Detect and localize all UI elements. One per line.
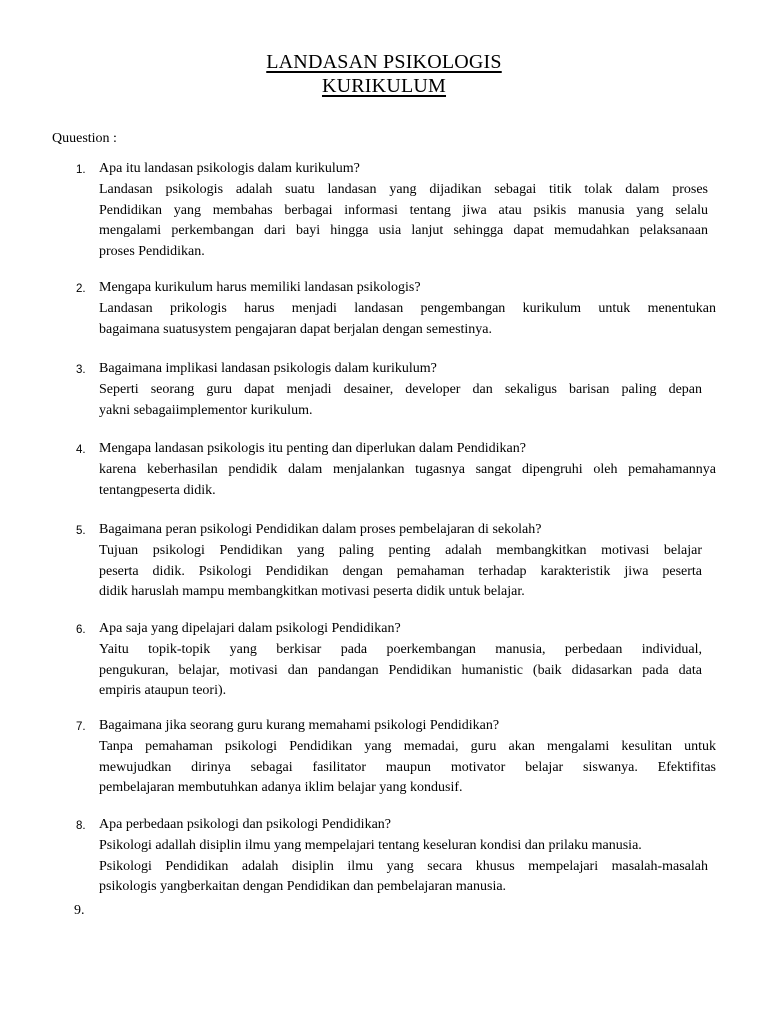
- question-text: Bagaimana peran psikologi Pendidikan dalam proses pembelajaran di sekolah?: [99, 522, 542, 537]
- answer-line: karena keberhasilan pendidik dalam menjalankan tugasnya sangat dipengruhi oleh pemahamannya: [99, 462, 716, 477]
- answer-line: psikologis yangberkaitan dengan Pendidikan dan pembelajaran manusia.: [99, 879, 507, 894]
- answer-line: Tanpa pemahaman psikologi Pendidikan yang memadai, guru akan mengalami kesulitan untuk: [99, 739, 716, 754]
- item-number: 7.: [76, 721, 86, 733]
- answer-text: [99, 737, 716, 799]
- answer-line: bagaimana suatusystem pengajaran dapat berjalan dengan semestinya.: [99, 321, 493, 337]
- answer-line: Landasan psikologis adalah suatu landasan yang dijadikan sebagai titik tolak dalam proses: [99, 182, 708, 197]
- answer-text: [99, 299, 716, 340]
- question-text: Bagaimana jika seorang guru kurang memahami psikologi Pendidikan?: [99, 718, 500, 733]
- answer-line: Landasan prikologis harus menjadi landasan pengembangan kurikulum untuk menentukan: [99, 301, 716, 316]
- answer-line: proses Pendidikan.: [99, 243, 205, 259]
- answer-line: mengalami perkembangan dari bayi hingga usia lanjut sehingga dapat memudahkan pelaksanaan: [99, 223, 708, 238]
- question-text: Mengapa kurikulum harus memiliki landasan psikologis?: [99, 280, 421, 295]
- answer-line: Psikologi adallah disiplin ilmu yang mempelajari tentang keseluran kondisi dan prilaku manusia.: [99, 838, 642, 853]
- question-section-label: Quuestion :: [52, 131, 117, 146]
- answer-text: [99, 460, 716, 501]
- question-text: Bagaimana implikasi landasan psikologis dalam kurikulum?: [99, 361, 437, 376]
- answer-text: [99, 836, 708, 898]
- answer-text: [99, 640, 702, 702]
- answer-line: mewujudkan dirinya sebagai fasilitator maupun motivator belajar siswanya. Efektifitas: [99, 759, 716, 775]
- answer-line: Yaitu topik-topik yang berkisar pada poerkembangan manusia, perbedaan individual,: [99, 642, 702, 657]
- answer-line: didik haruslah mampu membangkitkan motivasi peserta didik untuk belajar.: [99, 584, 525, 599]
- item-number-9: 9.: [74, 903, 85, 918]
- question-text: Apa perbedaan psikologi dan psikologi Pendidikan?: [99, 817, 391, 832]
- item-number: 5.: [76, 525, 86, 537]
- answer-line: yakni sebagaiimplementor kurikulum.: [99, 402, 313, 418]
- answer-line: empiris ataupun teori).: [99, 683, 227, 698]
- item-number: 4.: [76, 444, 86, 456]
- question-text: Apa itu landasan psikologis dalam kurikulum?: [99, 161, 360, 176]
- answer-line: Pendidikan yang membahas berbagai informasi tentang jiwa atau psikis manusia yang selalu: [99, 202, 708, 218]
- item-number: 8.: [76, 820, 86, 832]
- answer-line: tentangpeserta didik.: [99, 482, 216, 498]
- answer-line: Seperti seorang guru dapat menjadi desainer, developer dan sekaligus barisan paling depan: [99, 382, 702, 397]
- answer-text: [99, 541, 702, 603]
- answer-line: peserta didik. Psikologi Pendidikan dengan pemahaman terhadap karakteristik jiwa peserta: [99, 563, 702, 579]
- document-title-line-2: KURIKULUM: [321, 75, 447, 97]
- item-number: 1.: [76, 164, 86, 176]
- answer-text: [99, 380, 702, 421]
- item-number: 2.: [76, 283, 86, 295]
- document-title-line-1: LANDASAN PSIKOLOGIS: [266, 51, 502, 73]
- question-text: Mengapa landasan psikologis itu penting dan diperlukan dalam Pendidikan?: [99, 441, 526, 456]
- answer-line: pengukuran, belajar, motivasi dan pandangan Pendidikan humanistic (baik didasarkan pada data: [99, 662, 702, 678]
- question-text: Apa saja yang dipelajari dalam psikologi Pendidikan?: [99, 621, 401, 636]
- answer-line: Tujuan psikologi Pendidikan yang paling penting adalah membangkitkan motivasi belajar: [99, 543, 702, 558]
- item-number: 3.: [76, 364, 86, 376]
- item-number: 6.: [76, 624, 86, 636]
- answer-line: Psikologi Pendidikan adalah disiplin ilmu yang secara khusus mempelajari masalah-masalah: [99, 858, 708, 874]
- answer-line: pembelajaran membutuhkan adanya iklim belajar yang kondusif.: [99, 780, 463, 795]
- answer-text: [99, 180, 708, 262]
